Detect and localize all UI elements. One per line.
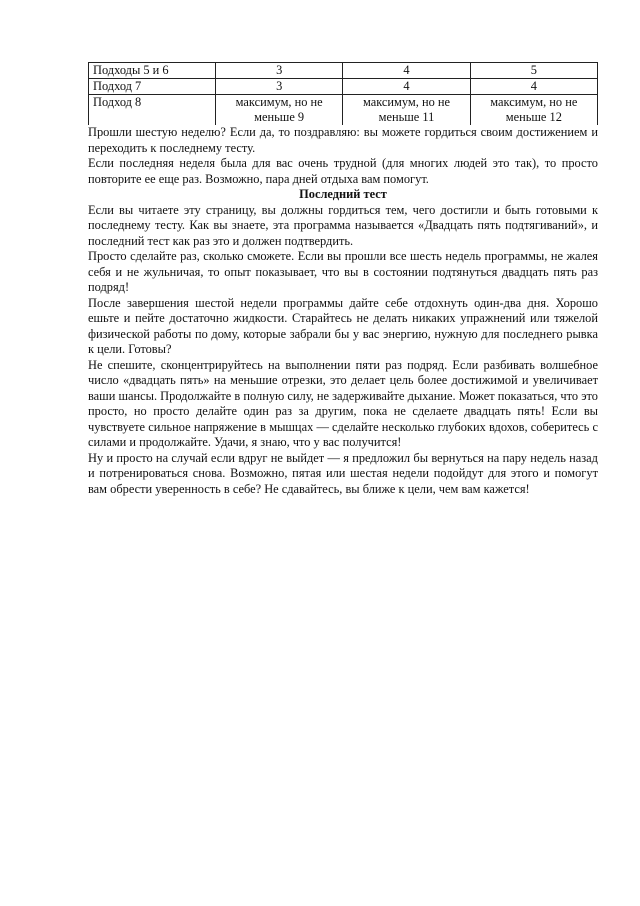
table-row — [89, 79, 598, 95]
document-page — [88, 62, 598, 497]
table-cell: 4 — [343, 63, 470, 79]
row-label: Подход 8 — [89, 95, 216, 126]
paragraph: Не спешите, сконцентрируйтесь на выполнении пяти раз подряд. Если разбивать волшебное число «двадцать пять» на меньшие отрезки, это делает цель более достижимой и увеличивает ваши шансы. Продолжайте в полную силу, не задерживайте дыхание. Может показаться, что это просто, но просто делайте один раз за другим, пока не сделаете двадцать пять! Если вы чувствуете сильное напряжение в мышцах — сделайте несколько глубоких вдохов, соберитесь с силами и продолжайте. Удачи, я знаю, что у вас получится! — [88, 357, 598, 449]
table-row — [89, 95, 598, 126]
paragraph: Если вы читаете эту страницу, вы должны гордиться тем, чего достигли и быть готовыми к последнему тесту. Как вы знаете, эта программа называется «Двадцать пять подтягиваний», и последний тест как раз это и должен подтвердить. — [88, 202, 598, 248]
table-cell: максимум, но не меньше 9 — [216, 95, 343, 126]
table-cell: максимум, но не меньше 12 — [470, 95, 597, 126]
paragraph: Просто сделайте раз, сколько сможете. Если вы прошли все шесть недель программы, не жалея себя и не жульничая, то опыт показывает, что вы в состоянии подтянуться двадцать пять раз подряд! — [88, 249, 598, 294]
paragraph: Если последняя неделя была для вас очень трудной (для многих людей это так), то просто повторите ее еще раз. Возможно, пара дней отдыха вам помогут. — [88, 156, 598, 186]
table-cell: 4 — [470, 79, 597, 95]
paragraph: После завершения шестой недели программы дайте себе отдохнуть один-два дня. Хорошо ешьте и пейте достаточно жидкости. Старайтесь не делать никаких упражнений или тяжелой физической работы по дому, которые забрали бы у вас энергию, нужную для последнего рывка к цели. Готовы? — [88, 295, 598, 356]
section-heading: Последний тест — [299, 187, 387, 201]
table-row — [89, 63, 598, 79]
table-cell: 5 — [470, 63, 597, 79]
row-label: Подходы 5 и 6 — [89, 63, 216, 79]
table-cell: 3 — [216, 79, 343, 95]
table-cell: 3 — [216, 63, 343, 79]
paragraph: Прошли шестую неделю? Если да, то поздравляю: вы можете гордиться своим достижением и переходить к последнему тесту. — [88, 125, 598, 155]
table-cell: максимум, но не меньше 11 — [343, 95, 470, 126]
paragraph: Ну и просто на случай если вдруг не выйдет — я предложил бы вернуться на пару недель назад и потренироваться снова. Возможно, пятая или шестая недели подойдут для этого и помогут вам обрести уверенность в себе? Не сдавайтесь, вы ближе к цели, чем вам кажется! — [88, 450, 598, 496]
workout-sets-table — [88, 62, 598, 125]
row-label: Подход 7 — [89, 79, 216, 95]
table-cell: 4 — [343, 79, 470, 95]
